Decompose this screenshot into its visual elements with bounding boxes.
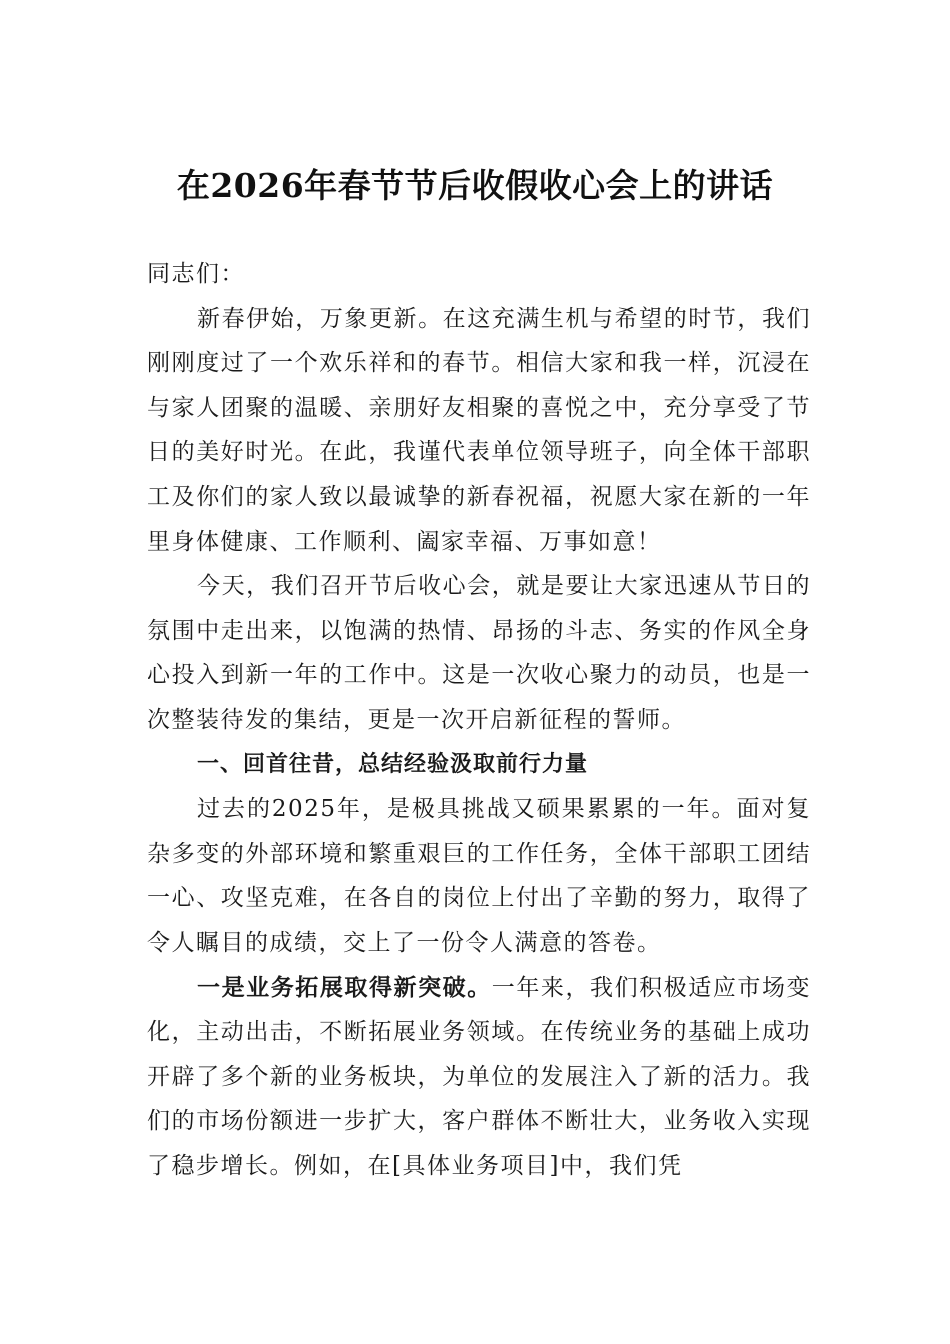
page-title: 在2026年春节节后收假收心会上的讲话 — [176, 166, 774, 205]
document-body — [147, 252, 811, 1188]
paragraph-business — [147, 966, 811, 1189]
paragraph-lead-text: 一是业务拓展取得新突破。 — [197, 973, 492, 1001]
salutation: 同志们： — [147, 261, 245, 287]
paragraph-purpose: 今天，我们召开节后收心会，就是要让大家迅速从节日的氛围中走出来，以饱满的热情、昂扬的斗志、务实的作风全身心投入到新一年的工作中。这是一次收心聚力的动员，也是一次整装待发的集结，更是一次开启新征程的誓师。 — [147, 573, 811, 733]
paragraph-review: 过去的2025年，是极具挑战又硕果累累的一年。面对复杂多变的外部环境和繁重艰巨的工作任务，全体干部职工团结一心、攻坚克难，在各自的岗位上付出了辛勤的努力，取得了令人瞩目的成绩，交上了一份令人满意的答卷。 — [147, 796, 811, 956]
paragraph-rest-text: 一年来，我们积极适应市场变化，主动出击，不断拓展业务领域。在传统业务的基础上成功开辟了多个新的业务板块，为单位的发展注入了新的活力。我们的市场份额进一步扩大，客户群体不断壮大，业务收入实现了稳步增长。例如，在[具体业务项目]中，我们凭 — [147, 974, 811, 1179]
paragraph-greeting: 新春伊始，万象更新。在这充满生机与希望的时节，我们刚刚度过了一个欢乐祥和的春节。相信大家和我一样，沉浸在与家人团聚的温暖、亲朋好友相聚的喜悦之中，充分享受了节日的美好时光。在此，我谨代表单位领导班子，向全体干部职工及你们的家人致以最诚挚的新春祝福，祝愿大家在新的一年里身体健康、工作顺利、阖家幸福、万事如意！ — [147, 305, 811, 555]
section-heading-1: 一、回首往昔，总结经验汲取前行力量 — [197, 751, 589, 777]
